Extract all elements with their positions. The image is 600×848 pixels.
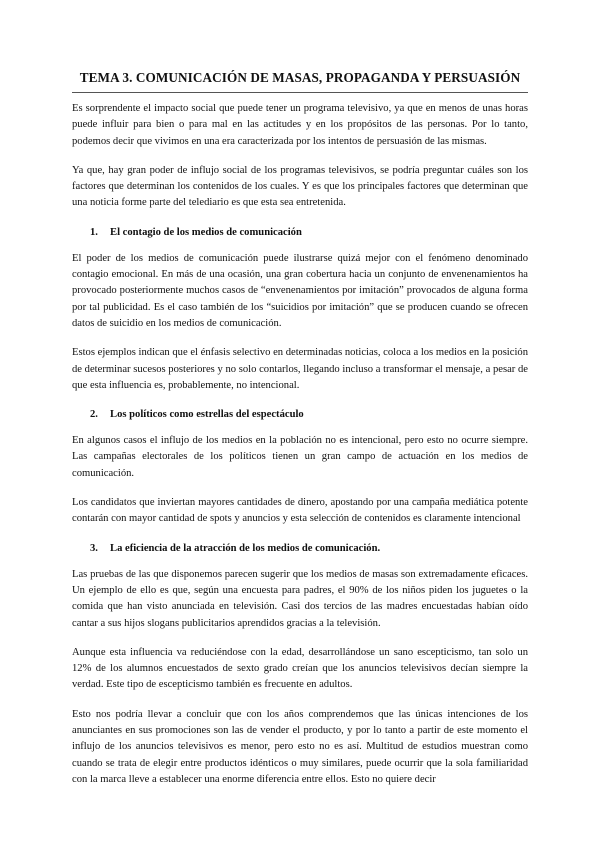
body-paragraph: Esto nos podría llevar a concluir que con los años comprendemos que las únicas intenciones de los anunciantes en sus promociones son las de vender el producto, y por lo tanto a partir de este momento el influjo de los anuncios televisivos es menor, pero esto no es así. Multitud de estudios muestran como cuando se trata de elegir entre productos idénticos o muy similares, puede ocurrir que la sola familiaridad con la marca lleve a establecer una enorme diferencia entre ellos. Esto no quiere decir [72, 708, 528, 785]
section-heading [72, 541, 528, 557]
document-page [72, 70, 528, 801]
body-paragraph: Los candidatos que inviertan mayores cantidades de dinero, apostando por una campaña mediática potente contarán con mayor cantidad de spots y anuncios y esta selección de contenidos es claramente intencional [72, 497, 528, 525]
intro-paragraph: Es sorprendente el impacto social que puede tener un programa televisivo, ya que en menos de unas horas puede influir para bien o para mal en las actitudes y en los propósitos de las personas. Por lo tanto, podemos decir que vivimos en una era caracterizada por los intentos de persuasión de las mismas. [72, 103, 528, 147]
section-title: Los políticos como estrellas del espectáculo [110, 409, 304, 421]
section-title: La eficiencia de la atracción de los medios de comunicación. [110, 542, 381, 554]
body-paragraph: Las pruebas de las que disponemos parecen sugerir que los medios de masas son extremadamente eficaces. Un ejemplo de ello es que, según una encuesta para padres, el 90% de los niños piden los juguetes o la comida que han visto anunciada en televisión. Casi dos tercios de las madres encuestadas habían oído cantar a sus hijos slogans publicitarios aprendidos gracias a la televisión. [72, 568, 528, 629]
section-number: 3. [90, 542, 98, 554]
section-heading [72, 407, 528, 423]
body-paragraph: Aunque esta influencia va reduciéndose con la edad, desarrollándose un sano escepticismo, tan solo un 12% de los alumnos encuestados de sexto grado creían que los anuncios televisivos decían siempre la verdad. Este tipo de escepticismo también es frecuente en adultos. [72, 646, 528, 691]
body-paragraph: El poder de los medios de comunicación puede ilustrarse quizá mejor con el fenómeno denominado contagio emocional. En más de una ocasión, una gran cobertura hacia un conjunto de envenenamientos ha provocado posteriormente muchos casos de “envenenamientos por imitación” provocados de alguna forma por tal publicidad. Es el caso también de los “suicidios por imitación” que se producen cuando se ofrecen datos de suicidio en los medios de comunicación. [72, 252, 528, 329]
section-number: 1. [90, 226, 98, 238]
body-paragraph: Estos ejemplos indican que el énfasis selectivo en determinadas noticias, coloca a los medios en la posición de determinar sucesos posteriores y no solo contarlos, llegando incluso a transformar el mensaje, a pesar de que esta influencia es, probablemente, no intencional. [72, 347, 528, 391]
body-paragraph: En algunos casos el influjo de los medios en la población no es intencional, pero esto no ocurre siempre. Las campañas electorales de los políticos tienen un gran campo de actuación en los medios de comunicación. [72, 435, 528, 479]
intro-paragraph: Ya que, hay gran poder de influjo social de los programas televisivos, se podría preguntar cuáles son los factores que determinan los contenidos de los cuales. Y es que los principales factores que determinan que una noticia forme parte del telediario es que esta sea entretenida. [72, 164, 528, 209]
section-title: El contagio de los medios de comunicación [110, 226, 302, 238]
section-number: 2. [90, 409, 98, 421]
title-divider [72, 92, 528, 93]
page-title: TEMA 3. COMUNICACIÓN DE MASAS, PROPAGANDA Y PERSUASIÓN [79, 70, 521, 85]
section-heading [72, 225, 528, 241]
